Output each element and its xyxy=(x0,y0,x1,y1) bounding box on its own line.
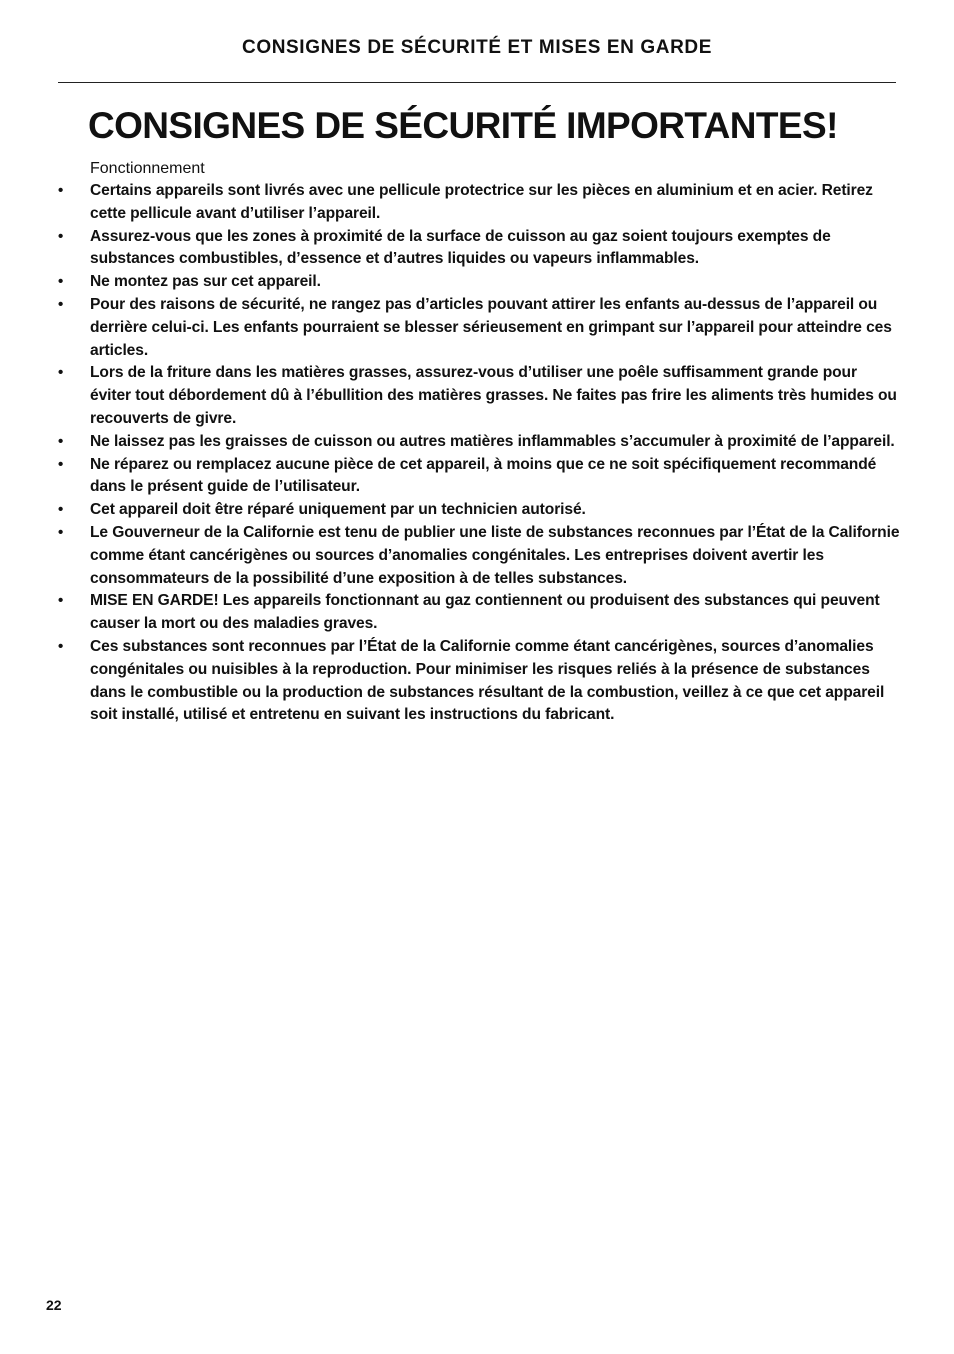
page-title: CONSIGNES DE SÉCURITÉ IMPORTANTES! xyxy=(88,105,838,146)
bullet-icon: • xyxy=(58,501,64,519)
list-item-text: Assurez-vous que les zones à proximité de la surface de cuisson au gaz soient toujours exemptes de substances combustibles, d’essence et d’autres liquides ou vapeurs inflammables. xyxy=(90,227,831,268)
list-item xyxy=(58,590,900,636)
list-item-text: MISE EN GARDE! Les appareils fonctionnant au gaz contiennent ou produisent des substances qui peuvent causer la mort ou des maladies graves. xyxy=(90,592,880,633)
list-item-text: Ne laissez pas les graisses de cuisson ou autres matières inflammables s’accumuler à proximité de l’appareil. xyxy=(90,432,895,450)
bullet-list xyxy=(58,180,900,727)
bullet-icon: • xyxy=(58,295,64,313)
list-item xyxy=(58,431,900,454)
bullet-icon: • xyxy=(58,182,64,199)
list-item xyxy=(58,522,900,590)
list-item-text: Ces substances sont reconnues par l’État de la Californie comme étant cancérigènes, sources d’anomalies congénitales ou nuisibles à la reproduction. Pour minimiser les risques reliés à la présence de substances dans le combustible ou la production de substances résultant de la combustion, veillez à ce que cet appareil soit installé, utilisé et entretenu en suivant les instructions du fabricant. xyxy=(90,637,885,724)
list-item xyxy=(58,454,900,500)
bullet-icon: • xyxy=(58,592,64,610)
list-item-text: Certains appareils sont livrés avec une pellicule protectrice sur les pièces en aluminium et en acier. Retirez cette pellicule avant d’utiliser l’appareil. xyxy=(90,182,873,222)
bullet-icon: • xyxy=(58,637,64,655)
header-divider xyxy=(58,82,896,83)
list-item xyxy=(58,636,900,727)
bullet-icon: • xyxy=(58,273,64,291)
list-item-text: Ne réparez ou remplacez aucune pièce de cet appareil, à moins que ce ne soit spécifiquement recommandé dans le présent guide de l’utilisateur. xyxy=(90,455,877,496)
list-item-text: Ne montez pas sur cet appareil. xyxy=(90,273,321,291)
list-item-text: Lors de la friture dans les matières grasses, assurez-vous d’utiliser une poêle suffisamment grande pour éviter tout débordement dû à l’ébullition des matières grasses. Ne faites pas frire les aliments très humides ou recouverts de givre. xyxy=(90,364,897,427)
list-item xyxy=(58,499,900,522)
bullet-icon: • xyxy=(58,455,64,473)
list-item xyxy=(58,271,900,294)
page-number: 22 xyxy=(46,1297,62,1313)
bullet-icon: • xyxy=(58,432,64,450)
list-item xyxy=(58,294,900,362)
list-item-text: Cet appareil doit être réparé uniquement par un technicien autorisé. xyxy=(90,501,586,519)
list-item xyxy=(58,226,900,272)
list-item xyxy=(58,362,900,430)
running-header: CONSIGNES DE SÉCURITÉ ET MISES EN GARDE xyxy=(242,37,712,58)
list-item-text: Pour des raisons de sécurité, ne rangez pas d’articles pouvant attirer les enfants au-dessus de l’appareil ou derrière celui-ci. Les enfants pourraient se blesser sérieusement en grimpant sur l’appareil pour atteindre ces articles. xyxy=(90,295,892,359)
bullet-icon: • xyxy=(58,227,64,245)
bullet-icon: • xyxy=(58,364,64,382)
list-item-text: Le Gouverneur de la Californie est tenu de publier une liste de substances reconnues par l’État de la Californie comme étant cancérigènes ou sources d’anomalies congénitales. Les entreprises doivent avertir les consommateurs de la possibilité d’une exposition à de telles substances. xyxy=(90,523,900,587)
list-item xyxy=(58,180,900,226)
section-label: Fonctionnement xyxy=(90,160,205,177)
bullet-icon: • xyxy=(58,523,64,541)
